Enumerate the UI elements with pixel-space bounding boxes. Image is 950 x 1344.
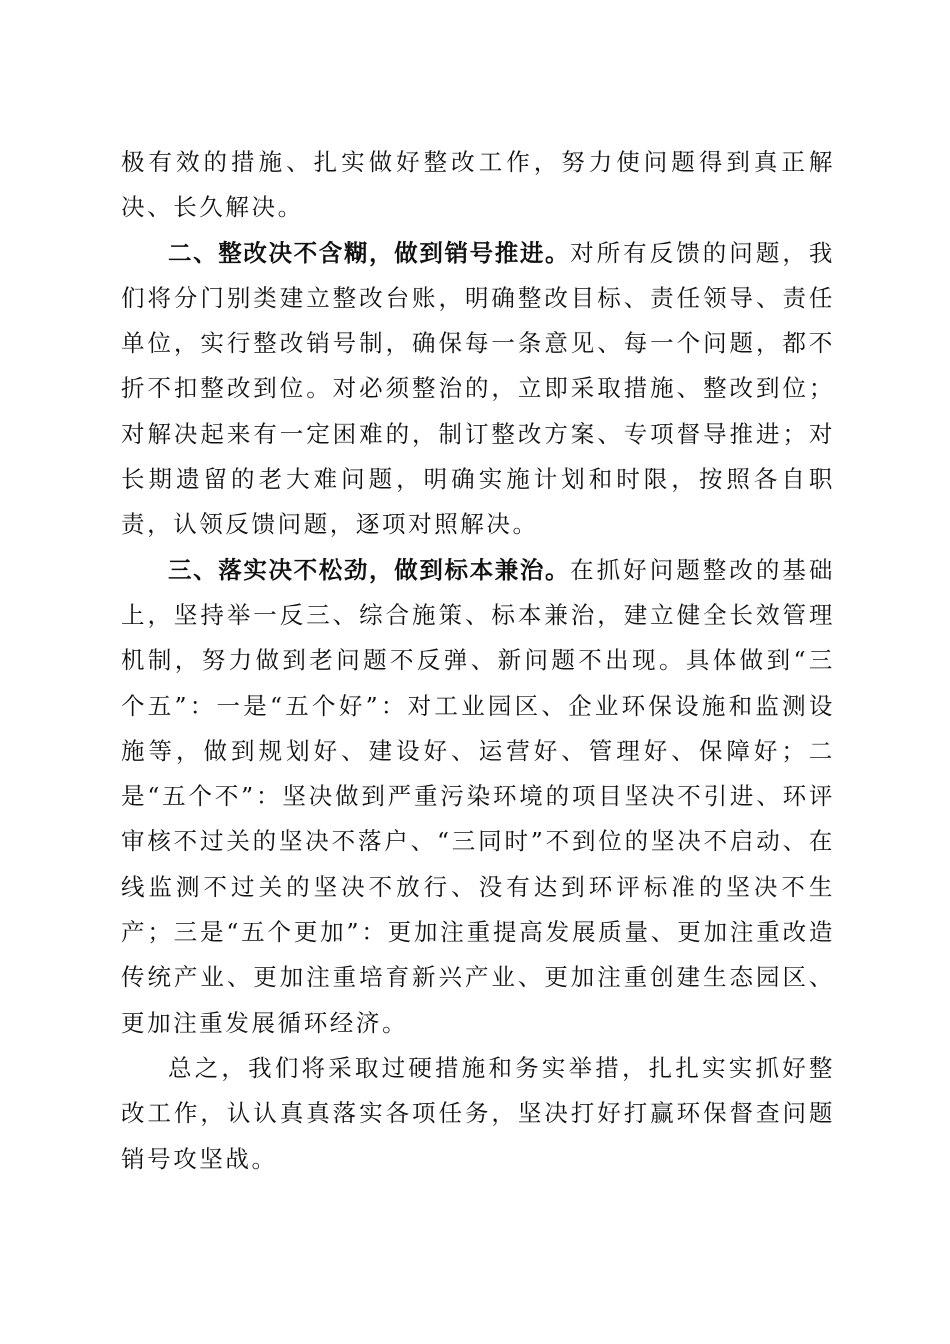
paragraph-text: 在抓好问题整改的基础上，坚持举一反三、综合施策、标本兼治，建立健全长效管理机制，努力做到老问题不反弹、新问题不出现。具体做到“三个五”：一是“五个好”：对工业园区、企业环保设施和监测设施等，做到规划好、建设好、运营好、管理好、保障好；二是“五个不”：坚决做到严重污染环境的项目坚决不引进、环评审核不过关的坚决不落户、“三同时”不到位的坚决不启动、在线监测不过关的坚决不放行、没有达到环评标准的坚决不生产；三是“五个更加”：更加注重提高发展质量、更加注重改造传统产业、更加注重培育新兴产业、更加注重创建生态园区、更加注重发展循环经济。 <box>121 555 835 1037</box>
paragraph-section-two <box>121 231 835 548</box>
section-heading: 二、整改决不含糊，做到销号推进。 <box>168 238 571 267</box>
paragraph-section-three <box>121 548 835 1046</box>
section-heading: 三、落实决不松劲，做到标本兼治。 <box>168 555 571 584</box>
document-body <box>121 140 835 1182</box>
paragraph-text: 极有效的措施、扎实做好整改工作，努力使问题得到真正解决、长久解决。 <box>121 148 835 222</box>
paragraph-continuation <box>121 140 835 231</box>
paragraph-conclusion <box>121 1046 835 1182</box>
paragraph-text: 总之，我们将采取过硬措施和务实举措，扎扎实实抓好整改工作，认认真真落实各项任务，坚决打好打赢环保督查问题销号攻坚战。 <box>121 1053 835 1173</box>
paragraph-text: 对所有反馈的问题，我们将分门别类建立整改台账，明确整改目标、责任领导、责任单位，实行整改销号制，确保每一条意见、每一个问题，都不折不扣整改到位。对必须整治的，立即采取措施、整改到位；对解决起来有一定困难的，制订整改方案、专项督导推进；对长期遗留的老大难问题，明确实施计划和时限，按照各自职责，认领反馈问题，逐项对照解决。 <box>121 238 835 539</box>
